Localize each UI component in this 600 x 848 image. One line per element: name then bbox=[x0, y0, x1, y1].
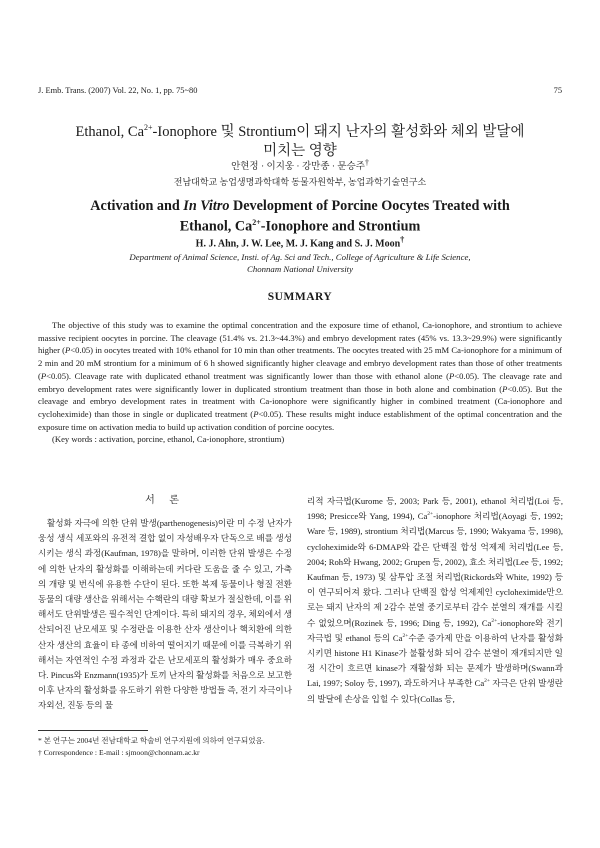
korean-title-line2: 미치는 영향 bbox=[263, 142, 337, 159]
korean-authors bbox=[40, 158, 560, 172]
intro-text: 수준 증가제 만을 이용하여 난자를 활성화 시키면 histone H1 Kinase가 불활성화 되어 감수 분열이 재개되지만 일정 시간이 흐르면 kinase가 재활성화 되는 문제가 발생하며(Swann과 Lai, 1997; Soloy 등, 1997), 과도하거나 부족한 Ca bbox=[307, 632, 563, 689]
abstract-text: <0.05) in oocytes treated with 10% ethanol for 10 min than other treatments. The oocytes treated with 25 mM Ca-ionophore for a minimum of 2 min and 20 mM strontium for a minimum of 6 h showed significantly higher cleavage and embryo development rates than those of other treatments ( bbox=[38, 345, 562, 381]
english-title-part: Ethanol, Ca bbox=[179, 218, 253, 235]
korean-title-sup: 2+ bbox=[144, 123, 153, 132]
dagger-mark: † bbox=[364, 158, 369, 167]
abstract-text: <0.05). These results might induce establishment of the optimal concentration and the exposure time on activation media to build up activation condition of porcine oocytes. bbox=[38, 408, 562, 432]
dagger-mark: † bbox=[400, 235, 405, 244]
english-title-sup: 2+ bbox=[252, 217, 261, 227]
korean-title-part: -Ionophore 및 Strontium이 돼지 난자의 활성화와 체외 발달에 bbox=[152, 123, 525, 140]
footnotes bbox=[38, 735, 265, 759]
footnote-correspondence: † Correspondence : E-mail : sjmoon@chonnam.ac.kr bbox=[38, 748, 200, 757]
korean-title bbox=[40, 118, 560, 161]
keywords: (Key words : activation, porcine, ethanol, Ca-ionophore, strontium) bbox=[52, 434, 285, 445]
affiliation-line: Chonnam National University bbox=[246, 263, 354, 274]
intro-text: -ionophore와 전기 자극법 및 ethanol 등의 Ca bbox=[307, 617, 563, 643]
p-value-symbol: P bbox=[65, 345, 71, 356]
superscript: 2+ bbox=[484, 678, 491, 685]
section-heading-introduction: 서 론 bbox=[145, 495, 185, 506]
page-number: 75 bbox=[553, 86, 562, 95]
intro-left-column bbox=[38, 494, 292, 714]
intro-text: -ionophore 처리법(Aoyagi 등, 1992; Ware 등, 1989), strontium 처리법(Marcus 등, 1990; Wakyama 등, 1998), cycloheximide와 6-DMAP와 같은 단백질 합성 억제제 처리법(Lee 등, 2004; Roh와 Hwang, 2002; Grupen 등, 2002), 효소 처리법(Lee 등, 1992; Kaufman 등, 1973) 및 삼투압 조절 처리법(Rickords와 White, 1992) 등이 연구되어져 왔다. 그러나 단백질 합성 억제제인 cycloheximide만으로는 돼지 난자의 제 2감수 분열 중기로부터 감수 분열의 재개를 시킬 수 없었으며(Rozinek 등, 1996; Ding 등, 1992), Ca bbox=[307, 511, 563, 628]
korean-title-part: Ethanol, Ca bbox=[75, 123, 145, 140]
english-title-italic: In Vitro bbox=[183, 198, 230, 214]
english-author-names: H. J. Ahn, J. W. Lee, M. J. Kang and S. J. Moon bbox=[195, 238, 401, 250]
footnote-divider bbox=[38, 730, 148, 731]
p-value-symbol: P bbox=[502, 383, 508, 394]
abstract-text: <0.05). Cleavage rate with duplicated ethanol treatment was significantly lower than those with ethanol alone ( bbox=[46, 370, 450, 381]
english-title-part: Activation and bbox=[90, 198, 184, 214]
intro-text: 리적 자극법(Kurome 등, 2003; Park 등, 2001), ethanol 처리법(Loi 등, 1998; Presicce와 Yang, 1994), Ca bbox=[307, 496, 563, 522]
abstract-text: <0.05). But the cleavage and embryo development rates in treatment with Ca-ionophore were significantly higher in combined treatment (Ca-ionophore and cycloheximide) than those in single or duplicated treatment ( bbox=[38, 383, 563, 419]
abstract-paragraph bbox=[38, 319, 562, 433]
superscript: 2+ bbox=[427, 511, 434, 518]
english-authors bbox=[40, 235, 560, 249]
abstract-text: The objective of this study was to examine the optimal concentration and the exposure time of ethanol, Ca-ionophore, and strontium to achieve massive recipient oocytes in porcine. The cleavage (51.4% vs. 21.3~44.3%) and embryo development rates (45% vs. 13.3~29.9%) were significantly higher ( bbox=[38, 320, 562, 356]
english-title-part: -Ionophore and Strontium bbox=[260, 218, 421, 235]
english-affiliation bbox=[40, 252, 560, 275]
intro-right-column bbox=[307, 494, 563, 707]
affiliation-line: Department of Animal Science, Insti. of Ag. Sci and Tech., College of Agriculture & Life Science, bbox=[129, 252, 471, 262]
p-value-symbol: P bbox=[449, 370, 455, 381]
korean-affiliation: 전남대학교 농업생명과학대학 동물자원학부, 농업과학기술연구소 bbox=[173, 177, 427, 187]
running-head bbox=[38, 86, 562, 95]
intro-paragraph-continued bbox=[307, 494, 563, 707]
intro-text: 자극은 단위 발생란의 발달에 손상을 입힐 수 있다(Collas 등, bbox=[307, 678, 563, 704]
p-value-symbol: P bbox=[40, 370, 47, 381]
summary-heading: SUMMARY bbox=[267, 291, 333, 303]
footnote-funding: * 본 연구는 2004년 전남대학교 학술비 연구지원에 의하여 연구되었음. bbox=[38, 736, 265, 745]
korean-author-names: 안현정 · 이지웅 · 강만종 · 문승주 bbox=[231, 162, 365, 173]
abstract-text: <0.05). The cleavage rate and embryo development rates were significantly lower in duplicated strontium treatment than those in both alone and combination ( bbox=[38, 370, 562, 394]
superscript: 2+ bbox=[491, 617, 498, 624]
english-title bbox=[30, 198, 570, 235]
superscript: 2+ bbox=[402, 632, 409, 639]
journal-citation: J. Emb. Trans. (2007) Vol. 22, No. 1, pp. 75~80 bbox=[38, 86, 198, 95]
p-value-symbol: P bbox=[253, 408, 259, 419]
abstract bbox=[38, 319, 562, 446]
intro-paragraph: 활성화 자극에 의한 단위 발생(parthenogenesis)이란 미 수정 난자가 웅성 생식 세포와의 유전적 결합 없이 자성배우자 단독으로 배를 생성시키는 생식 과정(Kaufman, 1978)을 말하며, 이러한 단위 발생은 수정에 의한 난자의 활성화를 이해하는데 커다란 도움을 줄 수 있고, 가축의 개량 및 번식에 유용한 수단이 된다. 또한 복제 동물이나 형질 전환 동물의 대량 생산을 위해서는 수핵란의 대량 확보가 절실한데, 이를 위해서도 단위발생은 필수적인 단계이다. 특히 돼지의 경우, 체외에서 생산되어진 난모세포 및 수정란을 이용한 산자 생산이나 핵치환에 의한 산자 생산의 효율이 타 종에 비하여 떨어지기 때문에 이를 극복하기 위해서는 자연적인 수정 과정과 같은 난모세포의 활성화가 매우 중요하다. Pincus와 Enzmann(1935)가 토끼 난자의 활성화를 처음으로 보고한 이후 난자의 활성화를 유도하기 위한 다양한 방법들 즉, 전기 자극이나 자외선, 진동 등의 물 bbox=[38, 518, 292, 711]
english-title-part: Development of Porcine Oocytes Treated with bbox=[229, 198, 510, 214]
